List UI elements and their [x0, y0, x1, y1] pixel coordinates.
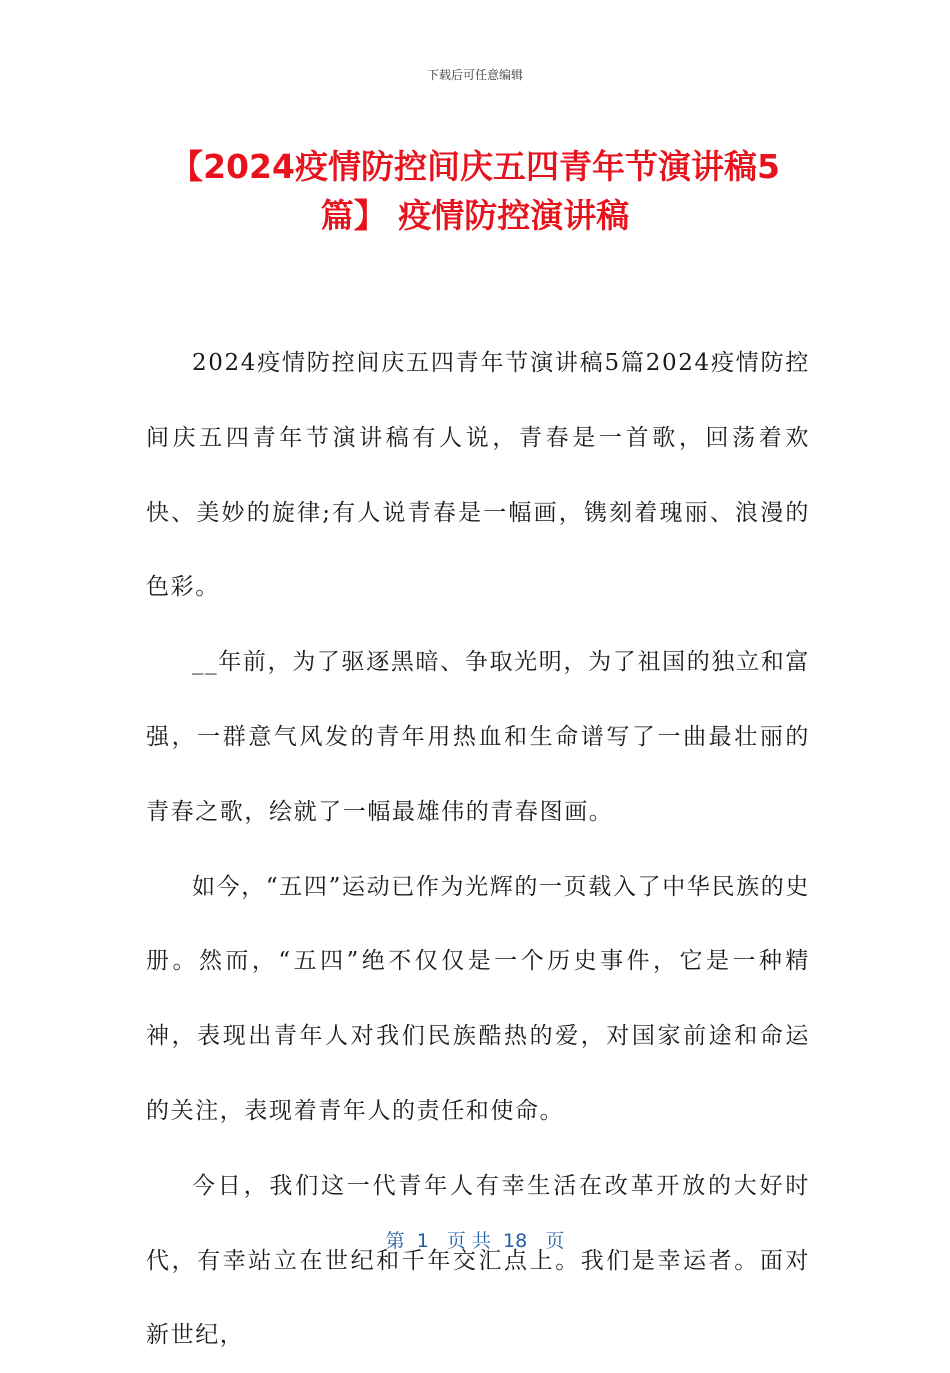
paragraph-4: 今日，我们这一代青年人有幸生活在改革开放的大好时代，有幸站立在世纪和千年交汇点上。我们是幸运者。面对新世纪，	[146, 1172, 810, 1349]
paragraph-3: 如今，“五四”运动已作为光辉的一页载入了中华民族的史册。然而，“五四”绝不仅仅是一个历史事件，它是一种精神，表现出青年人对我们民族酷热的爱，对国家前途和命运的关注，表现着青年人的责任和使命。	[146, 873, 810, 1124]
paragraph-1: 2024疫情防控间庆五四青年节演讲稿5篇2024疫情防控间庆五四青年节演讲稿有人说，青春是一首歌，回荡着欢快、美妙的旋律;有人说青春是一幅画，镌刻着瑰丽、浪漫的色彩。	[146, 350, 810, 601]
page-footer: 第 1 页 共 18 页	[385, 1230, 565, 1252]
document-title-line-2: 篇】 疫情防控演讲稿	[320, 196, 630, 235]
document-title	[120, 142, 830, 240]
header-note: 下载后可任意编辑	[426, 68, 523, 82]
document-title-line-1: 【2024疫情防控间庆五四青年节演讲稿5	[170, 147, 780, 186]
paragraph-2: __年前，为了驱逐黑暗、争取光明，为了祖国的独立和富强，一群意气风发的青年用热血和生命谱写了一曲最壮丽的青春之歌，绘就了一幅最雄伟的青春图画。	[146, 649, 810, 825]
document-body	[146, 326, 810, 1373]
